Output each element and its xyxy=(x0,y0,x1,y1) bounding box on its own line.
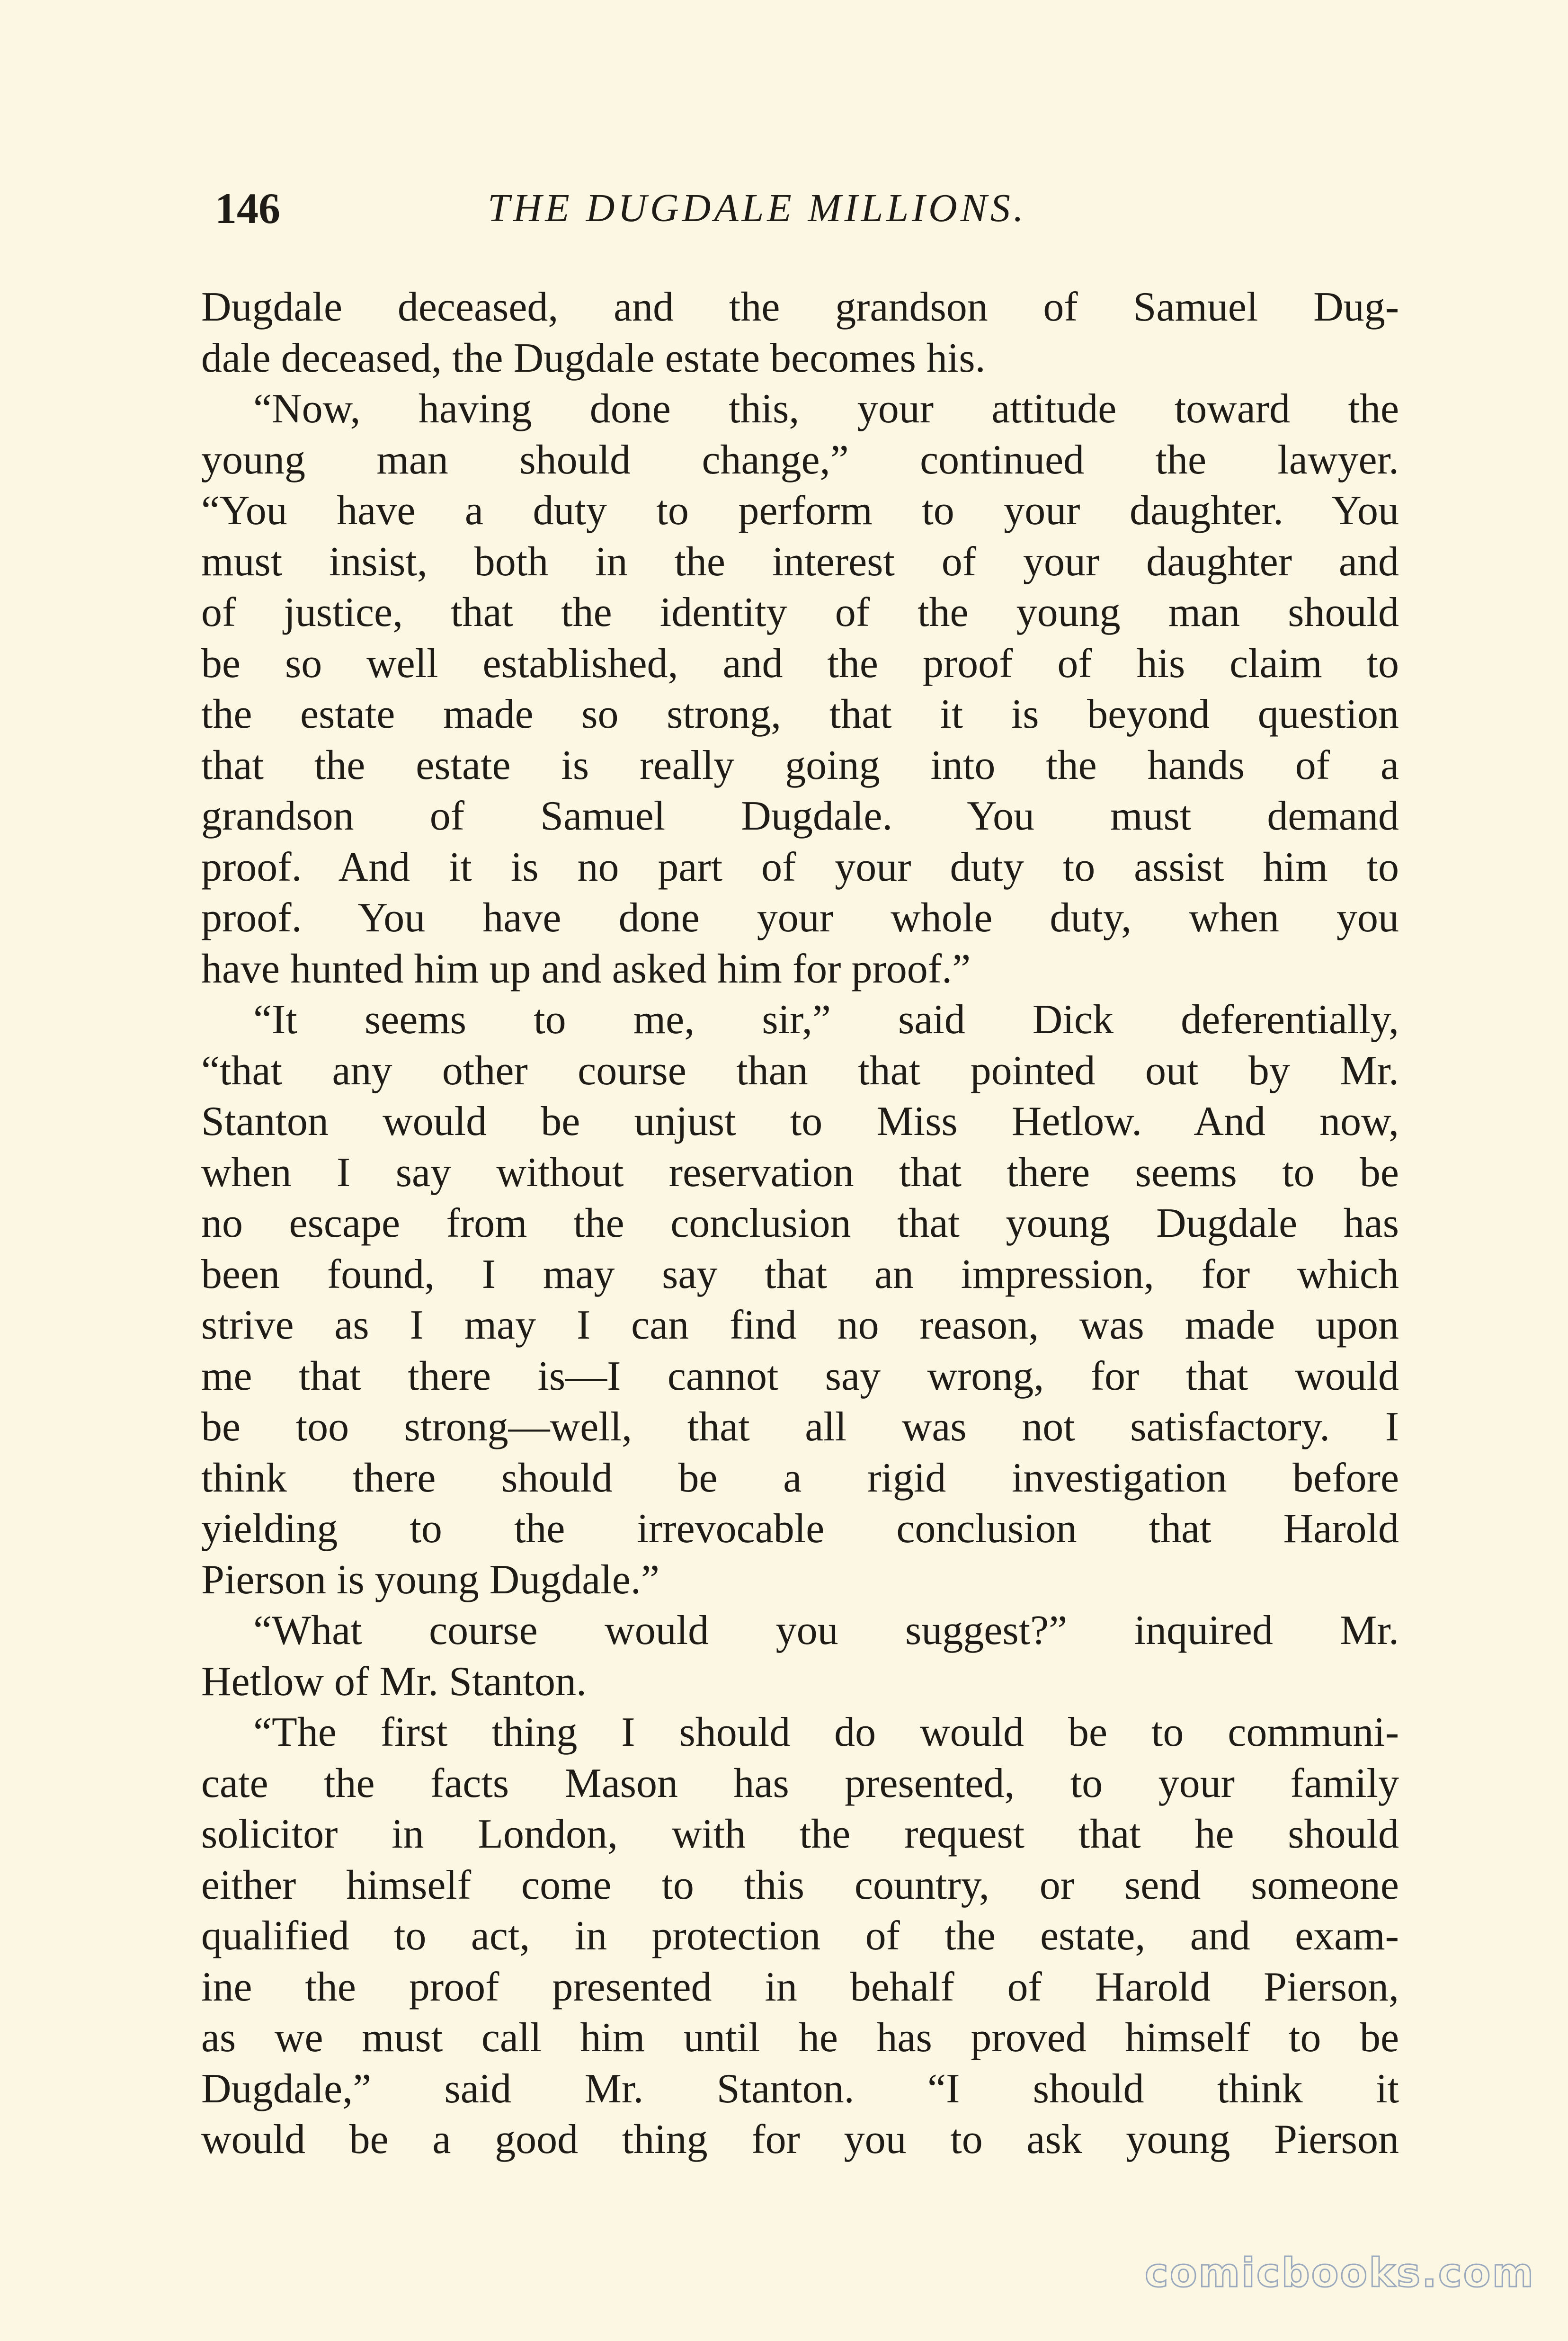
text-line: cate the facts Mason has presented, to your family xyxy=(201,1760,1399,1806)
text-line: young man should change,” continued the lawyer. xyxy=(201,437,1399,483)
text-line: ine the proof presented in behalf of Harold Pierson, xyxy=(201,1964,1399,2010)
text-line: no escape from the conclusion that young Dugdale has xyxy=(201,1200,1399,1246)
text-line: strive as I may I can find no reason, was made upon xyxy=(201,1302,1399,1348)
text-line: either himself come to this country, or send someone xyxy=(201,1862,1399,1908)
text-line: proof. And it is no part of your duty to assist him to xyxy=(201,844,1399,890)
text-line: be so well established, and the proof of his claim to xyxy=(201,640,1399,687)
text-line: would be a good thing for you to ask young Pierson xyxy=(201,2117,1399,2162)
text-line: must insist, both in the interest of your daughter and xyxy=(201,538,1399,585)
text-line: “that any other course than that pointed out by Mr. xyxy=(201,1047,1399,1094)
body-text xyxy=(201,282,1399,2165)
text-line: “The first thing I should do would be to communi- xyxy=(253,1709,1399,1755)
text-line: Hetlow of Mr. Stanton. xyxy=(201,1658,587,1705)
text-line: yielding to the irrevocable conclusion that Harold xyxy=(201,1506,1399,1552)
text-line: the estate made so strong, that it is beyond question xyxy=(201,691,1399,737)
text-line: Dugdale deceased, and the grandson of Samuel Dug- xyxy=(201,284,1399,330)
text-line: dale deceased, the Dugdale estate becomes his. xyxy=(201,335,986,381)
text-line: Pierson is young Dugdale.” xyxy=(201,1556,659,1603)
text-line: solicitor in London, with the request that he should xyxy=(201,1811,1399,1857)
watermark: comicbooks.com xyxy=(1145,2250,1535,2296)
text-line: Dugdale,” said Mr. Stanton. “I should think it xyxy=(201,2065,1399,2112)
page-number: 146 xyxy=(215,184,280,232)
text-line: proof. You have done your whole duty, when you xyxy=(201,895,1399,941)
text-line: when I say without reservation that there seems to be xyxy=(201,1149,1399,1196)
text-line: grandson of Samuel Dugdale. You must demand xyxy=(201,793,1399,839)
text-line: “What course would you suggest?” inquired Mr. xyxy=(253,1608,1399,1653)
text-line: Stanton would be unjust to Miss Hetlow. And now, xyxy=(201,1099,1399,1144)
text-line: me that there is—I cannot say wrong, for that would xyxy=(201,1353,1399,1399)
text-line: been found, I may say that an impression, for which xyxy=(201,1251,1399,1297)
text-line: as we must call him until he has proved himself to be xyxy=(201,2015,1399,2061)
text-line: that the estate is really going into the hands of a xyxy=(201,742,1399,788)
text-line: qualified to act, in protection of the estate, and exam- xyxy=(201,1913,1399,1959)
text-line: “It seems to me, sir,” said Dick deferentially, xyxy=(253,997,1399,1043)
text-line: “Now, having done this, your attitude toward the xyxy=(253,386,1399,432)
text-line: “You have a duty to perform to your daughter. You xyxy=(201,488,1399,534)
text-line: be too strong—well, that all was not satisfactory. I xyxy=(201,1404,1399,1450)
text-line: have hunted him up and asked him for proof.” xyxy=(201,946,971,992)
running-title: THE DUGDALE MILLIONS. xyxy=(488,186,1027,230)
text-line: think there should be a rigid investigation before xyxy=(201,1455,1399,1501)
page-header xyxy=(204,175,1397,246)
text-line: of justice, that the identity of the young man should xyxy=(201,590,1399,635)
